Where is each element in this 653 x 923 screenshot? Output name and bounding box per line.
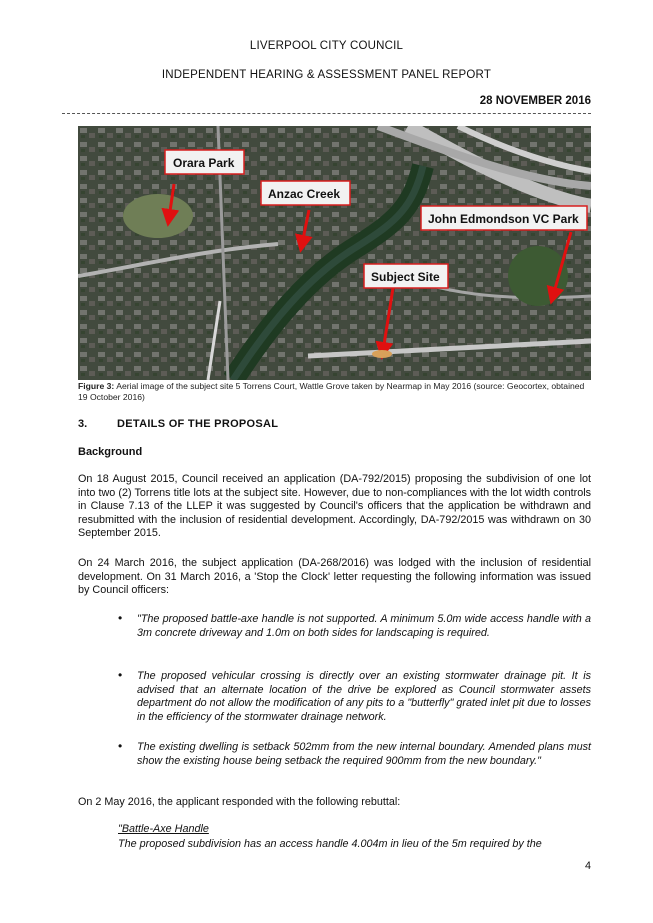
bullet-1-text: "The proposed battle-axe handle is not supported. A minimum 5.0m wide access handle with a 3m concrete driveway and 1.0m on both sides for landscaping is required. [137,613,591,639]
orara-park-label: Orara Park [173,156,235,170]
anzac-creek-callout [261,181,350,205]
subject-site-label: Subject Site [371,270,440,284]
figure-caption-label: Figure 3: [78,381,115,391]
report-date: 28 NOVEMBER 2016 [479,95,591,107]
bullet-2-symbol: • [118,668,123,682]
bullet-3-text: The existing dwelling is setback 502mm from the new internal boundary. Amended plans must show the existing house being setback the required 900mm from the new boundary." [137,741,591,767]
section-title: DETAILS OF THE PROPOSAL [117,418,279,430]
bullet-3-symbol: • [118,739,123,753]
paragraph-1: On 18 August 2015, Council received an application (DA-792/2015) proposing the subdivision of one lot into two (2) Torrens title lots at the subject site. However, due to non-compliances with the lot width controls in Clause 7.13 of the LLEP it was suggested by Council's officers that the application be withdrawn and resubmitted with the inclusion of residential development. Accordingly, DA-792/2015 was withdrawn on 30 September 2015. [78,473,591,540]
report-title: INDEPENDENT HEARING & ASSESSMENT PANEL REPORT [161,69,492,81]
john-edmondson-callout [421,206,587,230]
page-number: 4 [584,860,591,872]
bullet-1-symbol: • [118,611,123,625]
quote-heading: "Battle-Axe Handle [118,823,209,835]
john-edmondson-label: John Edmondson VC Park [428,212,579,226]
paragraph-3: On 2 May 2016, the applicant responded with the following rebuttal: [78,796,401,808]
paragraph-2: On 24 March 2016, the subject application (DA-268/2016) was lodged with the inclusion of residential development. On 31 March 2016, a 'Stop the Clock' letter requesting the following information was issued by Council officers: [78,557,591,597]
header-rule [62,113,591,114]
quote-body: The proposed subdivision has an access handle 4.004m in lieu of the 5m required by the [118,838,542,850]
council-name: LIVERPOOL CITY COUNCIL [249,40,404,52]
subject-site-callout [364,264,448,288]
orara-park-callout [165,150,244,174]
anzac-creek-label: Anzac Creek [268,187,341,201]
figure-caption-text: Aerial image of the subject site 5 Torrens Court, Wattle Grove taken by Nearmap in May 2016 (source: Geocortex, obtained 19 October 2016) [78,381,585,402]
subheading-background: Background [78,446,143,458]
section-number: 3. [78,418,88,430]
bullet-2-text: The proposed vehicular crossing is directly over an existing stormwater drainage pit. It is advised that an alternate location of the drive be explored as Council stormwater assets department do not allow the modification of any pits to a "butterfly" grated inlet pit due to losses in the efficiency of the stormwater drainage network. [137,670,591,723]
aerial-image [78,126,591,380]
figure-caption [78,381,591,403]
